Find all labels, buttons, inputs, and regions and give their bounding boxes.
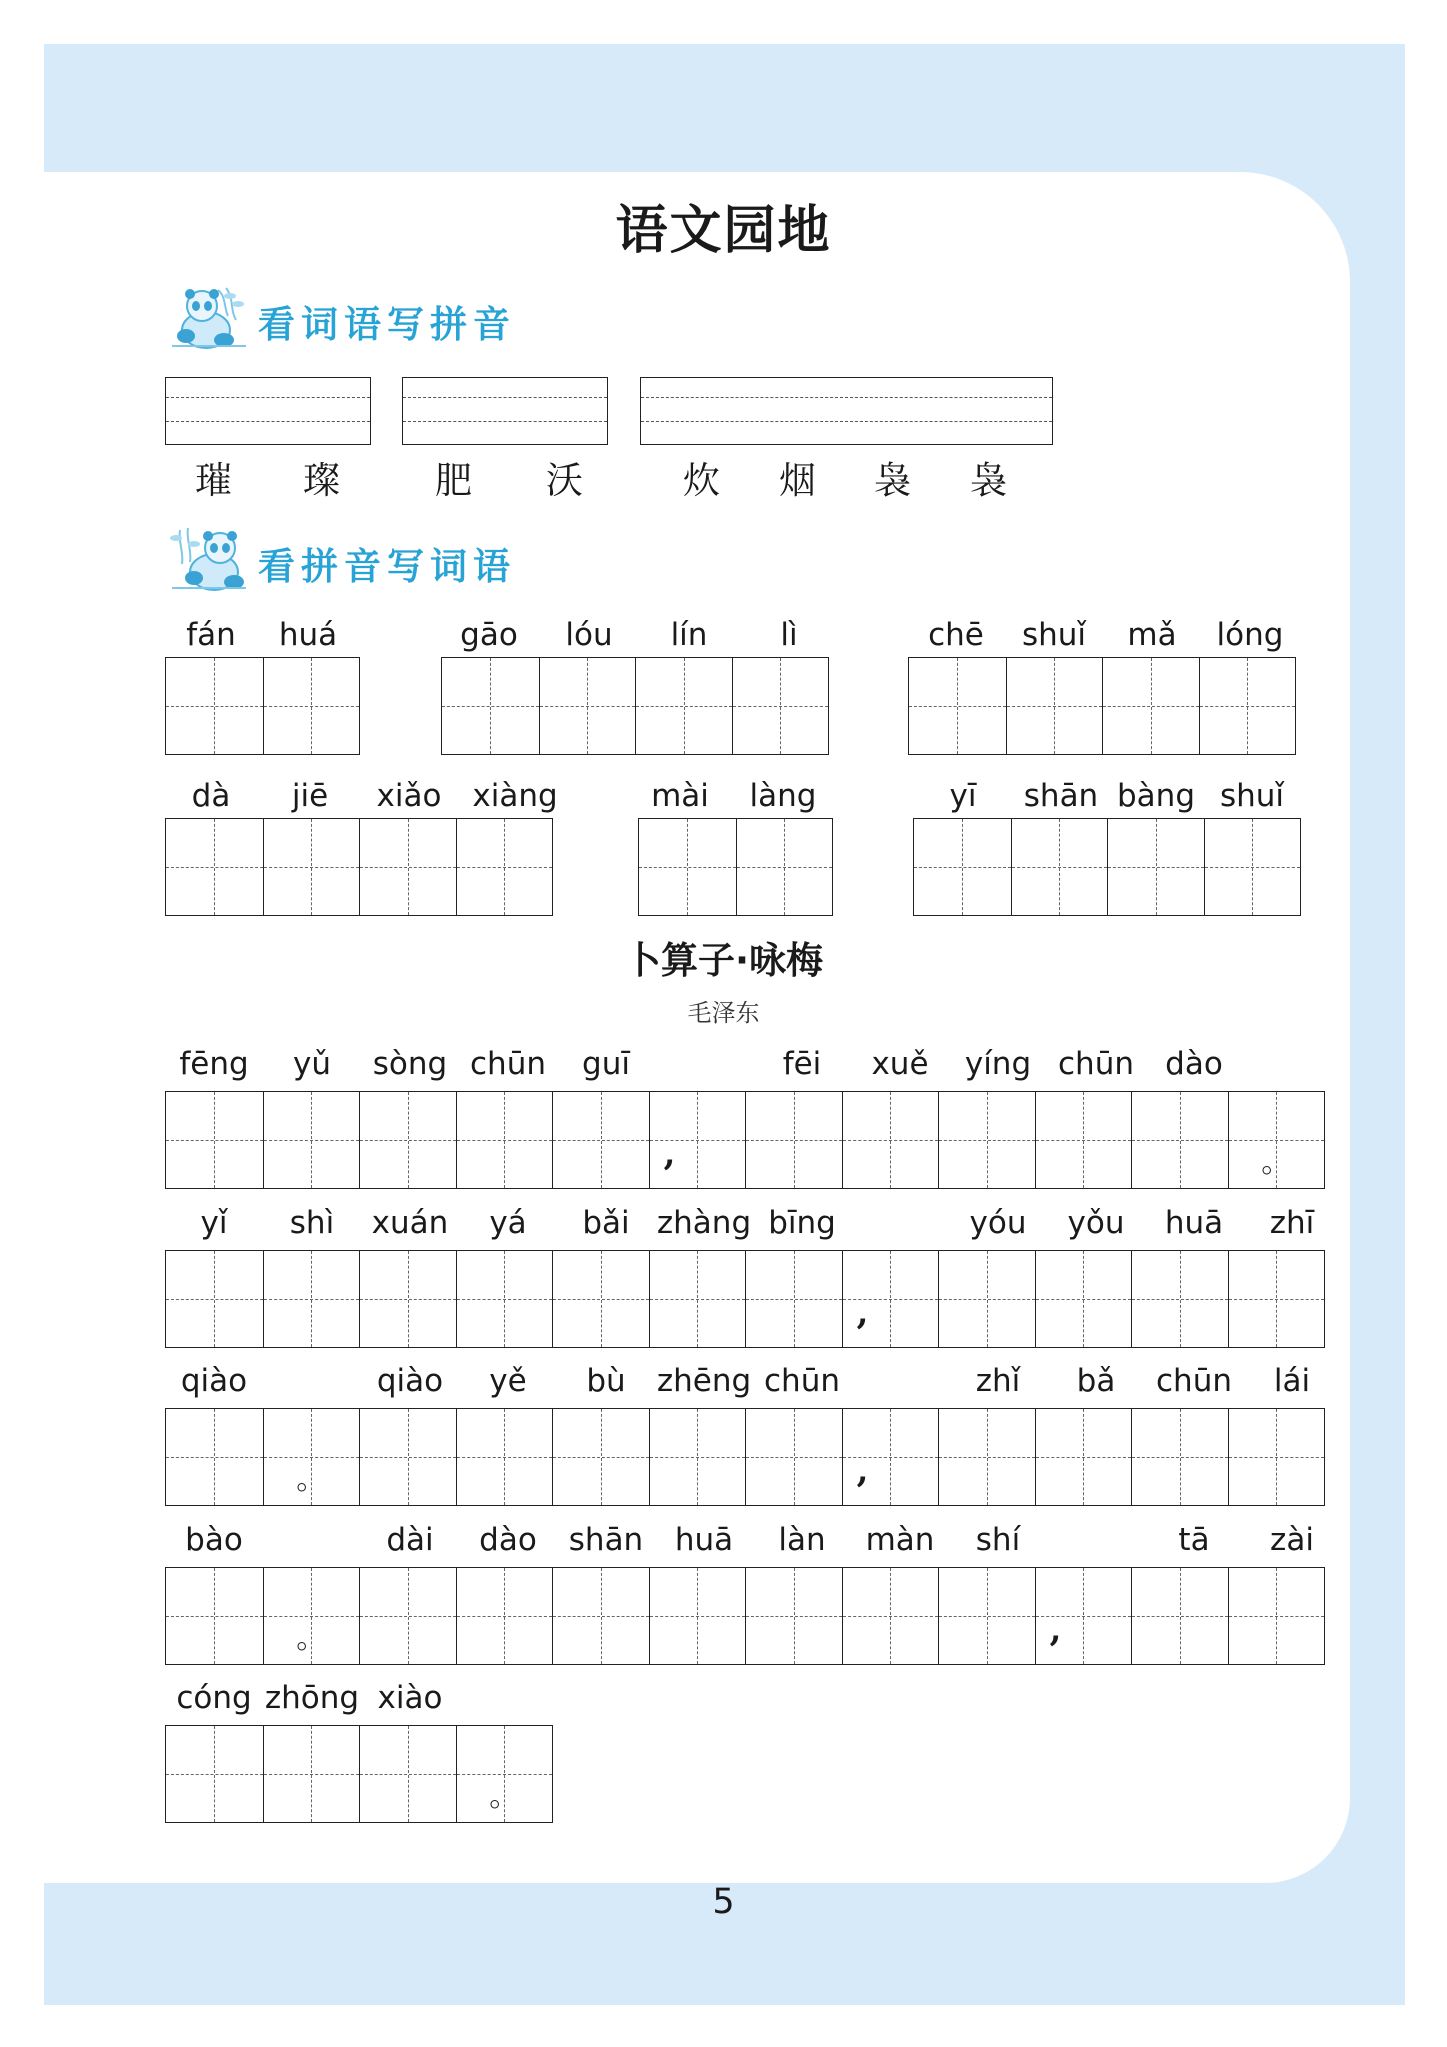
- pinyin-label: dài: [386, 1522, 434, 1558]
- writing-cell[interactable]: [456, 1092, 553, 1188]
- writing-cell[interactable]: [745, 1092, 842, 1188]
- writing-cell[interactable]: [1131, 1092, 1228, 1188]
- pinyin-label: yóu: [969, 1205, 1027, 1241]
- character-grid: [165, 1725, 553, 1823]
- writing-cell[interactable]: [649, 1568, 746, 1664]
- pinyin-label: shān: [1023, 778, 1099, 814]
- pinyin-label: xuán: [371, 1205, 449, 1241]
- writing-cell[interactable]: [842, 1251, 939, 1347]
- pinyin-label: xiàng: [472, 778, 558, 814]
- panda-icon: [168, 286, 250, 356]
- pinyin-label: xiǎo: [376, 778, 442, 814]
- pinyin-label: màn: [865, 1522, 935, 1558]
- section-heading-write-pinyin: [168, 286, 516, 356]
- writing-cell[interactable]: [166, 1568, 263, 1664]
- writing-cell[interactable]: [909, 658, 1006, 754]
- writing-cell[interactable]: [914, 819, 1011, 915]
- word-character: 肥: [435, 459, 472, 502]
- pinyin-label: làn: [778, 1522, 826, 1558]
- punctuation-mark: 。: [296, 1461, 327, 1497]
- pinyin-label: zhēng: [656, 1363, 752, 1399]
- pinyin-label: guī: [582, 1046, 630, 1082]
- pinyin-label: gāo: [460, 617, 518, 653]
- writing-cell[interactable]: [359, 1568, 456, 1664]
- writing-cell[interactable]: [1204, 819, 1301, 915]
- writing-cell[interactable]: [166, 658, 263, 754]
- character-grid: [638, 818, 833, 916]
- character-grid: [913, 818, 1301, 916]
- page-title: 语文园地: [615, 200, 832, 261]
- pinyin-label: shì: [289, 1205, 335, 1241]
- pinyin-label: dà: [191, 778, 231, 814]
- pinyin-label: shuǐ: [1021, 617, 1087, 653]
- character-grid: [165, 1250, 1325, 1348]
- writing-cell[interactable]: [938, 1092, 1035, 1188]
- pinyin-label: chūn: [764, 1363, 840, 1399]
- writing-cell[interactable]: [359, 1409, 456, 1505]
- writing-cell[interactable]: [649, 1092, 746, 1188]
- pinyin-label: chē: [928, 617, 984, 653]
- writing-cell[interactable]: [1228, 1409, 1325, 1505]
- pinyin-label: huā: [674, 1522, 734, 1558]
- pinyin-label: bàng: [1117, 778, 1195, 814]
- pinyin-label: dào: [479, 1522, 537, 1558]
- pinyin-label: yá: [489, 1205, 527, 1241]
- punctuation-mark: 。: [489, 1778, 520, 1814]
- word-character: 沃: [546, 459, 583, 502]
- writing-cell[interactable]: [1199, 658, 1296, 754]
- writing-cell[interactable]: [263, 658, 360, 754]
- page-number: 5: [712, 1882, 735, 1922]
- writing-cell[interactable]: [1035, 1092, 1132, 1188]
- character-grid: [441, 657, 829, 755]
- writing-cell[interactable]: [639, 819, 736, 915]
- writing-cell[interactable]: [359, 1726, 456, 1822]
- pinyin-writing-box[interactable]: [165, 377, 371, 445]
- writing-cell[interactable]: [166, 1726, 263, 1822]
- writing-cell[interactable]: [1131, 1568, 1228, 1664]
- writing-cell[interactable]: [263, 1409, 360, 1505]
- pinyin-label: qiào: [180, 1363, 248, 1399]
- pinyin-label: yíng: [964, 1046, 1032, 1082]
- punctuation-mark: ,: [663, 1134, 676, 1175]
- character-grid: [165, 1408, 1325, 1506]
- pinyin-label: yě: [489, 1363, 527, 1399]
- pinyin-label: zhōng: [264, 1680, 360, 1716]
- writing-cell[interactable]: [1102, 658, 1199, 754]
- pinyin-label: mǎ: [1127, 617, 1177, 653]
- writing-cell[interactable]: [1035, 1409, 1132, 1505]
- writing-cell[interactable]: [1228, 1251, 1325, 1347]
- pinyin-label: huá: [278, 617, 338, 653]
- pinyin-label: bīng: [768, 1205, 836, 1241]
- pinyin-label: yī: [949, 778, 977, 814]
- pinyin-label: zhī: [1269, 1205, 1315, 1241]
- writing-cell[interactable]: [263, 819, 360, 915]
- writing-cell[interactable]: [649, 1251, 746, 1347]
- character-grid: [165, 1567, 1325, 1665]
- writing-cell[interactable]: [736, 819, 833, 915]
- section-heading-text: 看拼音写词语: [258, 544, 516, 588]
- pinyin-label: zhàng: [656, 1205, 752, 1241]
- character-grid: [165, 657, 360, 755]
- writing-cell[interactable]: [166, 1251, 263, 1347]
- writing-cell[interactable]: [1131, 1251, 1228, 1347]
- section-heading-text: 看词语写拼音: [258, 302, 516, 346]
- pinyin-label: yǔ: [293, 1046, 331, 1082]
- pinyin-label: cóng: [176, 1680, 252, 1716]
- pinyin-label: mài: [651, 778, 709, 814]
- writing-cell[interactable]: [745, 1409, 842, 1505]
- pinyin-label: shí: [975, 1522, 1021, 1558]
- writing-cell[interactable]: [649, 1409, 746, 1505]
- writing-cell[interactable]: [1035, 1251, 1132, 1347]
- writing-cell[interactable]: [166, 819, 263, 915]
- character-grid: [165, 1091, 1325, 1189]
- writing-cell[interactable]: [263, 1568, 360, 1664]
- poem-title: 卜算子·咏梅: [623, 939, 824, 982]
- pinyin-label: chūn: [1156, 1363, 1232, 1399]
- section-heading-write-words: [168, 528, 516, 598]
- writing-cell[interactable]: [1011, 819, 1108, 915]
- pinyin-label: zhǐ: [975, 1363, 1021, 1399]
- writing-cell[interactable]: [1228, 1092, 1325, 1188]
- pinyin-label: bù: [586, 1363, 626, 1399]
- writing-cell[interactable]: [539, 658, 636, 754]
- writing-cell[interactable]: [552, 1251, 649, 1347]
- writing-cell[interactable]: [359, 819, 456, 915]
- pinyin-label: yǒu: [1067, 1205, 1125, 1241]
- writing-cell[interactable]: [1107, 819, 1204, 915]
- punctuation-mark: ,: [856, 1293, 869, 1334]
- pinyin-writing-box[interactable]: [640, 377, 1053, 445]
- writing-cell[interactable]: [1035, 1568, 1132, 1664]
- writing-cell[interactable]: [359, 1251, 456, 1347]
- pinyin-label: lóng: [1216, 617, 1284, 653]
- pinyin-label: lì: [780, 617, 798, 653]
- word-character: 袅: [970, 459, 1007, 502]
- writing-cell[interactable]: [938, 1251, 1035, 1347]
- character-grid: [165, 818, 553, 916]
- pinyin-label: lóu: [565, 617, 613, 653]
- writing-cell[interactable]: [456, 1251, 553, 1347]
- writing-cell[interactable]: [842, 1568, 939, 1664]
- word-character: 袅: [874, 459, 911, 502]
- writing-cell[interactable]: [263, 1092, 360, 1188]
- writing-cell[interactable]: [1006, 658, 1103, 754]
- pinyin-label: lái: [1273, 1363, 1311, 1399]
- writing-cell[interactable]: [842, 1409, 939, 1505]
- pinyin-label: lín: [670, 617, 708, 653]
- pinyin-label: shuǐ: [1219, 778, 1285, 814]
- pinyin-label: chūn: [1058, 1046, 1134, 1082]
- writing-cell[interactable]: [938, 1409, 1035, 1505]
- writing-cell[interactable]: [745, 1568, 842, 1664]
- punctuation-mark: 。: [296, 1620, 327, 1656]
- pinyin-label: jiē: [291, 778, 329, 814]
- pinyin-label: huā: [1164, 1205, 1224, 1241]
- pinyin-label: yǐ: [200, 1205, 228, 1241]
- writing-cell[interactable]: [166, 1092, 263, 1188]
- pinyin-label: fán: [186, 617, 236, 653]
- writing-cell[interactable]: [732, 658, 829, 754]
- word-character: 璨: [303, 459, 340, 502]
- writing-cell[interactable]: [635, 658, 732, 754]
- word-character: 璀: [195, 459, 232, 502]
- pinyin-label: zài: [1270, 1522, 1314, 1558]
- poem-author: 毛泽东: [687, 999, 760, 1027]
- writing-cell[interactable]: [552, 1092, 649, 1188]
- panda-icon: [168, 528, 250, 598]
- pinyin-label: fēi: [782, 1046, 822, 1082]
- pinyin-label: sòng: [372, 1046, 448, 1082]
- pinyin-label: shān: [568, 1522, 644, 1558]
- pinyin-label: qiào: [376, 1363, 444, 1399]
- writing-cell[interactable]: [166, 1409, 263, 1505]
- pinyin-label: làng: [749, 778, 817, 814]
- pinyin-label: tā: [1178, 1522, 1210, 1558]
- writing-cell[interactable]: [456, 1409, 553, 1505]
- pinyin-label: chūn: [470, 1046, 546, 1082]
- pinyin-label: bǎ: [1076, 1363, 1116, 1399]
- writing-cell[interactable]: [456, 1568, 553, 1664]
- writing-cell[interactable]: [442, 658, 539, 754]
- writing-cell[interactable]: [1228, 1568, 1325, 1664]
- writing-cell[interactable]: [552, 1409, 649, 1505]
- writing-cell[interactable]: [745, 1251, 842, 1347]
- punctuation-mark: ,: [856, 1451, 869, 1492]
- pinyin-label: xuě: [871, 1046, 929, 1082]
- pinyin-label: xiào: [377, 1680, 443, 1716]
- writing-cell[interactable]: [359, 1092, 456, 1188]
- character-grid: [908, 657, 1296, 755]
- pinyin-label: dào: [1165, 1046, 1223, 1082]
- writing-cell[interactable]: [842, 1092, 939, 1188]
- pinyin-writing-box[interactable]: [402, 377, 608, 445]
- punctuation-mark: 。: [1261, 1144, 1292, 1180]
- writing-cell[interactable]: [552, 1568, 649, 1664]
- word-character: 烟: [779, 459, 816, 502]
- writing-cell[interactable]: [938, 1568, 1035, 1664]
- pinyin-label: bǎi: [582, 1205, 630, 1241]
- word-character: 炊: [683, 459, 720, 502]
- writing-cell[interactable]: [263, 1251, 360, 1347]
- pinyin-label: fēng: [179, 1046, 249, 1082]
- writing-cell[interactable]: [456, 1726, 553, 1822]
- writing-cell[interactable]: [263, 1726, 360, 1822]
- pinyin-label: bào: [185, 1522, 243, 1558]
- writing-cell[interactable]: [456, 819, 553, 915]
- writing-cell[interactable]: [1131, 1409, 1228, 1505]
- punctuation-mark: ,: [1049, 1610, 1062, 1651]
